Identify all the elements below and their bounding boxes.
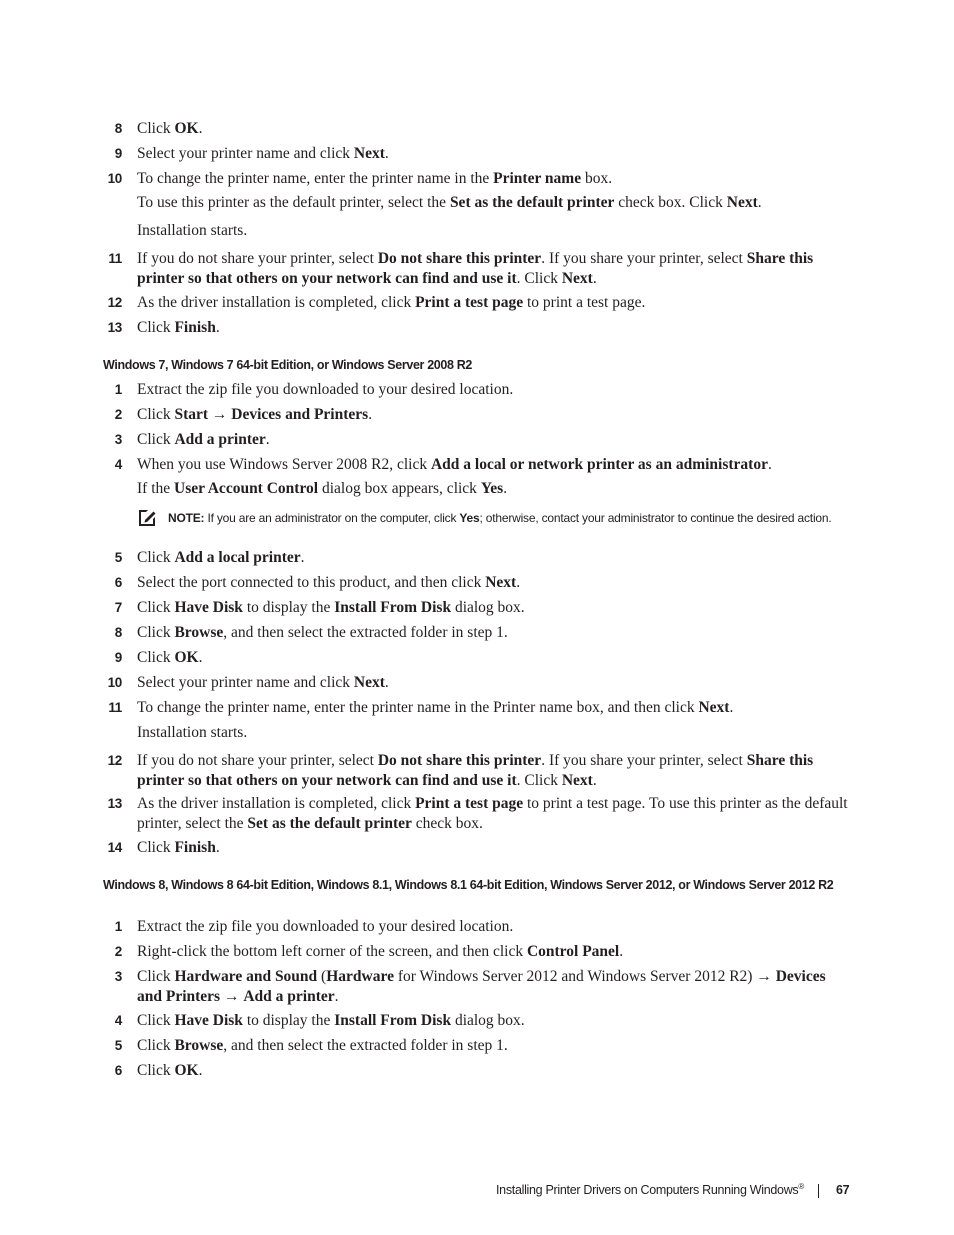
step-number: 10 [107,675,122,690]
footer-title-text: Installing Printer Drivers on Computers Running Windows [496,1183,799,1197]
note-pencil-icon [137,508,157,528]
bold-term: Add a printer [243,987,335,1005]
bold-term: Next [485,574,517,591]
step-number: 14 [107,840,122,855]
step-number: 4 [114,1013,122,1028]
bold-term: Browse [174,1037,224,1054]
step-number: 8 [114,625,122,640]
step-number: 10 [107,171,122,186]
step-number: 11 [108,700,122,715]
step-subtext-installation: Installation starts. [137,724,248,741]
step-number: 7 [114,600,122,615]
bold-term: Start [174,406,209,423]
bold-term: Add a printer [174,431,266,448]
bold-term: Next [698,699,730,716]
step-text: Select the port connected to this product, and then click Next. [137,574,521,591]
step-text: As the driver installation is completed, click Print a test page to print a test page. To use this printer as the default printer, select the Set as the default printer check box. [137,795,848,832]
step-text: Click Browse, and then select the extracted folder in step 1. [137,1037,508,1054]
bold-term: Yes [480,480,504,497]
step-subtext-installation: Installation starts. [137,222,248,239]
bold-term: NOTE: [168,511,205,525]
step-number: 1 [114,382,122,397]
bold-term: Next [561,771,593,789]
step-text: Select your printer name and click Next. [137,145,389,162]
bold-term: Have Disk [174,599,243,616]
bold-term: Print a test page [415,795,524,812]
bold-term: Next [353,674,385,691]
bold-term: Finish [174,839,216,856]
bold-term: Browse [174,624,224,641]
step-text: Click Add a local printer. [137,549,305,566]
bold-term: User Account Control [174,480,319,497]
registered-mark: ® [798,1182,804,1191]
step-number: 3 [114,969,122,984]
step-number: 6 [114,1063,122,1078]
bold-term: Printer name [493,170,582,187]
bold-term: Hardware [326,968,394,985]
step-number: 5 [114,1038,122,1053]
step-subtext-default-printer: To use this printer as the default printer, select the Set as the default printer check box. Click Next. [137,194,762,211]
bold-term: Do not share this printer [377,250,542,267]
bold-term: Install From Disk [334,599,452,616]
step-text: Extract the zip file you downloaded to your desired location. [137,381,514,398]
bold-term: Devices and Printers [231,406,369,423]
page-number: 67 [836,1183,850,1197]
step-number: 5 [114,550,122,565]
step-number: 12 [107,753,122,768]
bold-term: Next [561,269,593,287]
step-text: Click Browse, and then select the extracted folder in step 1. [137,624,508,641]
section-heading-windows-8: Windows 8, Windows 8 64-bit Edition, Windows 8.1, Windows 8.1 64-bit Edition, Windows Server 2012, or Windows Server 2012 R2 [103,878,834,892]
step-text: Extract the zip file you downloaded to your desired location. [137,918,514,935]
bold-term: Install From Disk [334,1012,452,1029]
step-text: Click Add a printer. [137,431,270,448]
step-text: As the driver installation is completed, click Print a test page to print a test page. [137,294,646,311]
bold-term: Share this printer so that others on your network can find and use it [137,250,814,287]
bold-term: Print a test page [415,294,524,311]
step-text: Click Finish. [137,319,220,336]
bold-term: OK [174,120,199,137]
step-text: Click OK. [137,1062,203,1079]
step-text: Click OK. [137,649,203,666]
step-number: 1 [114,919,122,934]
step-text: Click Finish. [137,839,220,856]
note-text: NOTE: If you are an administrator on the computer, click Yes; otherwise, contact your administrator to continue the desired action. [168,511,832,525]
bold-term: Share this printer so that others on your network can find and use it [137,752,814,789]
bold-term: Yes [459,511,480,525]
step-number: 9 [114,146,122,161]
step-text: If you do not share your printer, select Do not share this printer. If you share your printer, select Share this printer so that others on your network can find and use it. Click Next. [137,250,814,287]
step-text: To change the printer name, enter the printer name in the Printer name box, and then click Next. [137,699,734,716]
footer-divider [818,1184,819,1198]
page-footer [0,1180,954,1200]
bold-term: Set as the default printer [449,194,615,211]
bold-term: Have Disk [174,1012,243,1029]
bold-term: Next [353,145,385,162]
step-number: 2 [114,407,122,422]
bold-term: Add a local printer [174,549,301,566]
step-text: To change the printer name, enter the printer name in the Printer name box. [137,170,613,187]
step-text: Right-click the bottom left corner of the screen, and then click Control Panel. [137,943,624,960]
step-text: Select your printer name and click Next. [137,674,389,691]
bold-term: Hardware and Sound [174,968,318,985]
step-text: Click OK. [137,120,203,137]
bold-term: Add a local or network printer as an administrator [430,456,768,473]
step-number: 12 [107,295,122,310]
step-text: Click Start → Devices and Printers. [137,406,373,423]
step-number: 3 [114,432,122,447]
step-subtext-uac: If the User Account Control dialog box appears, click Yes. [137,480,508,497]
step-number: 6 [114,575,122,590]
bold-term: Do not share this printer [377,752,542,769]
section-heading-windows-7: Windows 7, Windows 7 64-bit Edition, or Windows Server 2008 R2 [103,358,473,372]
step-text: If you do not share your printer, select Do not share this printer. If you share your printer, select Share this printer so that others on your network can find and use it. Click Next. [137,752,814,789]
step-number: 8 [114,121,122,136]
step-text: Click Have Disk to display the Install From Disk dialog box. [137,1012,525,1029]
bold-term: OK [174,1062,199,1079]
bold-term: OK [174,649,199,666]
step-text: When you use Windows Server 2008 R2, click Add a local or network printer as an administrator. [137,456,772,473]
bold-term: Control Panel [526,943,620,960]
step-text: Click Hardware and Sound (Hardware for Windows Server 2012 and Windows Server 2012 R2) → Devices and Printers → Add a printer. [137,968,826,1005]
step-number: 4 [114,457,122,472]
step-number: 2 [114,944,122,959]
bold-term: Finish [174,319,216,336]
bold-term: Devices and Printers [137,968,826,1005]
step-number: 13 [107,320,122,335]
bold-term: Set as the default printer [247,814,412,832]
step-text: Click Have Disk to display the Install From Disk dialog box. [137,599,525,616]
bold-term: Next [726,194,758,211]
step-number: 9 [114,650,122,665]
footer-chapter-title [496,1180,804,1200]
step-number: 13 [107,796,122,811]
step-number: 11 [108,251,122,266]
